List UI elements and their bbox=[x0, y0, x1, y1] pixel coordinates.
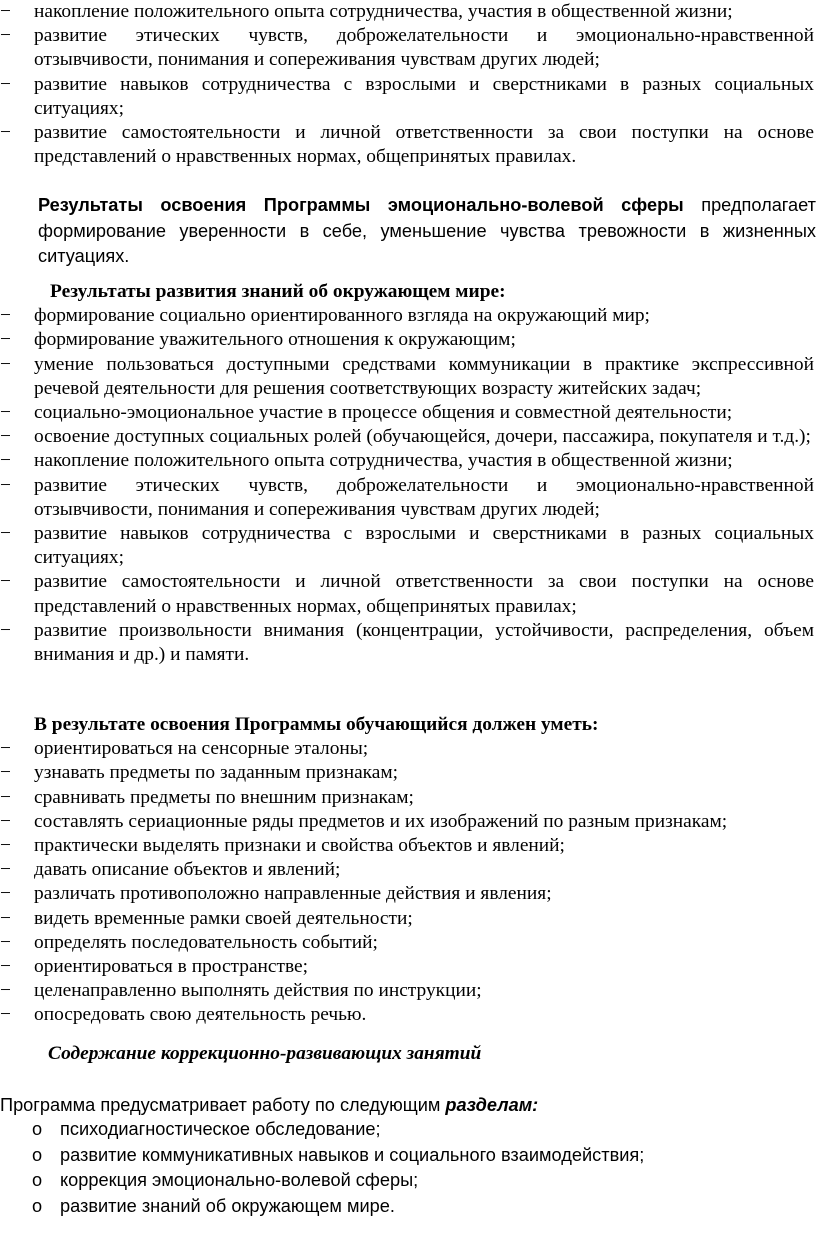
sections-intro-text: Программа предусматривает работу по следующим bbox=[0, 1095, 446, 1115]
list-item: o развитие коммуникативных навыков и социального взаимодействия; bbox=[0, 1143, 816, 1169]
dash-marker: − bbox=[0, 980, 11, 1002]
dash-marker: − bbox=[0, 738, 11, 760]
list-item: o коррекция эмоционально-волевой сферы; bbox=[0, 1168, 816, 1194]
dash-marker: − bbox=[0, 810, 11, 832]
dash-marker: − bbox=[0, 762, 11, 784]
dash-marker: − bbox=[0, 122, 11, 144]
sections-list bbox=[0, 1117, 816, 1219]
list-item: − накопление положительного опыта сотрудничества, участия в общественной жизни; bbox=[0, 449, 816, 473]
list-item: − целенаправленно выполнять действия по инструкции; bbox=[0, 979, 816, 1003]
circle-bullet-icon: o bbox=[32, 1195, 43, 1216]
dash-marker: − bbox=[0, 73, 11, 95]
emotional-results-title: Результаты освоения Программы эмоционально-волевой сферы bbox=[38, 195, 684, 215]
sections-intro-emphasis: разделам: bbox=[445, 1095, 539, 1115]
list-item: − различать противоположно направленные действия и явления; bbox=[0, 882, 816, 906]
dash-marker: − bbox=[0, 786, 11, 808]
dash-marker: − bbox=[0, 835, 11, 857]
circle-bullet-icon: o bbox=[32, 1119, 43, 1139]
circle-bullet-icon: o bbox=[32, 1170, 43, 1191]
dash-marker: − bbox=[0, 25, 11, 47]
list-item: − развитие произвольности внимания (концентрации, устойчивости, распределения, объем внимания и др.) и памяти. bbox=[0, 619, 814, 666]
skills-heading: В результате освоения Программы обучающийся должен уметь: bbox=[34, 714, 599, 735]
list-item: − умение пользоваться доступными средствами коммуникации в практике экспрессивной речевой деятельности для решения соответствующих возрасту житейских задач; bbox=[0, 353, 814, 399]
list-item: − ориентироваться на сенсорные эталоны; bbox=[0, 737, 816, 761]
dash-marker: − bbox=[0, 956, 11, 978]
dash-marker: − bbox=[0, 859, 11, 881]
list-item: − накопление положительного опыта сотрудничества, участия в общественной жизни; bbox=[0, 0, 816, 24]
list-item: − узнавать предметы по заданным признакам; bbox=[0, 761, 816, 785]
list-continuation bbox=[0, 0, 816, 169]
sections-intro bbox=[0, 1093, 816, 1119]
dash-marker: − bbox=[0, 426, 11, 448]
list-item: − практически выделять признаки и свойства объектов и явлений; bbox=[0, 834, 816, 858]
list-item: − развитие самостоятельности и личной ответственности за свои поступки на основе представлений о нравственных нормах, общепринятых правилах. bbox=[0, 122, 814, 168]
list-item: − ориентироваться в пространстве; bbox=[0, 955, 816, 979]
list-item: − развитие навыков сотрудничества с взрослыми и сверстниками в разных социальных ситуациях; bbox=[0, 523, 814, 569]
list-item: o психодиагностическое обследование; bbox=[0, 1117, 816, 1143]
skills-section bbox=[0, 713, 816, 1028]
dash-marker: − bbox=[0, 353, 11, 375]
dash-marker: − bbox=[0, 1004, 11, 1026]
dash-marker: − bbox=[0, 619, 11, 641]
list-item: − развитие самостоятельности и личной ответственности за свои поступки на основе представлений о нравственных нормах, общепринятых правилах; bbox=[0, 571, 814, 617]
dash-marker: − bbox=[0, 907, 11, 929]
list-item: − формирование социально ориентированного взгляда на окружающий мир; bbox=[0, 304, 816, 328]
content-heading: Содержание коррекционно-развивающих занятий bbox=[48, 1043, 482, 1064]
dash-marker: − bbox=[0, 1, 11, 22]
dash-marker: − bbox=[0, 474, 11, 496]
list-item: − развитие этических чувств, доброжелательности и эмоционально-нравственной отзывчивости, понимания и сопереживания чувствам других людей; bbox=[0, 25, 814, 71]
list-item: − развитие этических чувств, доброжелательности и эмоционально-нравственной отзывчивости, понимания и сопереживания чувствам других людей; bbox=[0, 474, 814, 520]
dash-marker: − bbox=[0, 402, 11, 424]
dash-marker: − bbox=[0, 305, 11, 327]
list-item: o развитие знаний об окружающем мире. bbox=[0, 1194, 816, 1220]
list-item: − формирование уважительного отношения к окружающим; bbox=[0, 328, 816, 352]
list-item: − видеть временные рамки своей деятельности; bbox=[0, 907, 816, 931]
emotional-results-text: предполагает формирование уверенности в себе, уменьшение чувства тревожности в жизненных ситуациях. bbox=[38, 195, 816, 267]
dash-marker: − bbox=[0, 883, 11, 905]
emotional-results-paragraph bbox=[0, 193, 816, 270]
list-item: − сравнивать предметы по внешним признакам; bbox=[0, 786, 816, 810]
list-item: − опосредовать свою деятельность речью. bbox=[0, 1003, 816, 1027]
dash-marker: − bbox=[0, 329, 11, 351]
dash-marker: − bbox=[0, 523, 11, 545]
list-item: − составлять сериационные ряды предметов и их изображений по разным признакам; bbox=[0, 810, 816, 834]
list-item: − освоение доступных социальных ролей (обучающейся, дочери, пассажира, покупателя и т.д.); bbox=[0, 425, 816, 449]
world-results-heading: Результаты развития знаний об окружающем мире: bbox=[50, 281, 506, 302]
dash-marker: − bbox=[0, 571, 11, 593]
list-item: − социально-эмоциональное участие в процессе общения и совместной деятельности; bbox=[0, 401, 816, 425]
dash-marker: − bbox=[0, 450, 11, 472]
list-item: − давать описание объектов и явлений; bbox=[0, 858, 816, 882]
world-results-section bbox=[0, 280, 816, 667]
list-item: − определять последовательность событий; bbox=[0, 931, 816, 955]
list-item: − развитие навыков сотрудничества с взрослыми и сверстниками в разных социальных ситуациях; bbox=[0, 73, 814, 119]
circle-bullet-icon: o bbox=[32, 1144, 43, 1165]
dash-marker: − bbox=[0, 931, 11, 953]
